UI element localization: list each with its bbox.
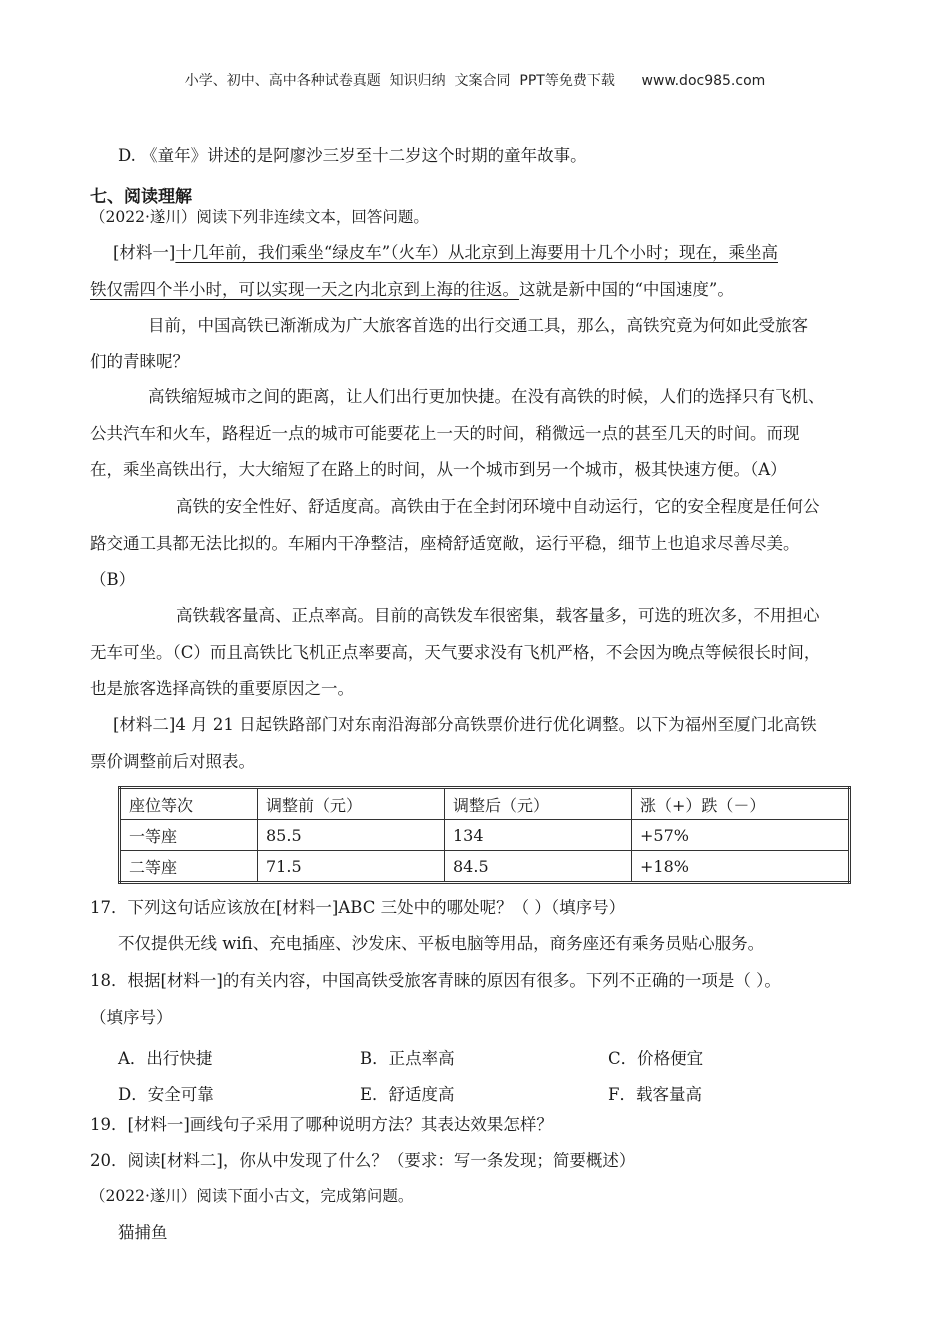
previous-option-d: D. 《童年》讲述的是阿廖沙三岁至十二岁这个时期的童年故事。 xyxy=(118,146,587,165)
paragraph3-line2: 公共汽车和火车，路程近一点的城市可能要花上一天的时间，稍微远一点的甚至几天的时间。而现 xyxy=(90,424,800,443)
table-header-row xyxy=(120,788,850,820)
paragraph3-line3: 在，乘坐高铁出行，大大缩短了在路上的时间，从一个城市到另一个城市，极其快速方便。（A） xyxy=(90,460,787,479)
classical-intro: （2022·遂川）阅读下面小古文，完成第问题。 xyxy=(90,1187,414,1205)
option-c: C．价格便宜 xyxy=(608,1049,704,1068)
table-cell: +18% xyxy=(632,851,850,883)
question-17: 17．下列这句话应该放在[材料一]ABC 三处中的哪处呢？（ ）（填序号） xyxy=(90,898,626,917)
paragraph5-line2: 无车可坐。（C）而且高铁比飞机正点率要高，天气要求没有飞机严格，不会因为晚点等候很长时间， xyxy=(90,643,821,662)
question-18-note: （填序号） xyxy=(90,1008,173,1027)
option-e: E．舒适度高 xyxy=(360,1085,455,1104)
option-b: B．正点率高 xyxy=(360,1049,455,1068)
paragraph2-line2: 们的青睐呢？ xyxy=(90,352,189,371)
question-20: 20．阅读[材料二]，你从中发现了什么？（要求：写一条发现；简要概述） xyxy=(90,1151,636,1170)
question-17-sentence: 不仅提供无线 wifi、充电插座、沙发床、平板电脑等用品，商务座还有乘务员贴心服务。 xyxy=(118,934,765,953)
table-cell: 134 xyxy=(445,820,632,851)
material2-line2: 票价调整前后对照表。 xyxy=(90,752,255,771)
material1-line2-tail: 这就是新中国的“中国速度”。 xyxy=(519,280,734,299)
paragraph4-line1: 高铁的安全性好、舒适度高。高铁由于在全封闭环境中自动运行，它的安全程度是任何公 xyxy=(176,497,820,516)
table-cell: 一等座 xyxy=(120,820,258,851)
material1-line1 xyxy=(113,245,778,262)
table-cell: 71.5 xyxy=(258,851,445,883)
table-cell: 二等座 xyxy=(120,851,258,883)
question-18: 18．根据[材料一]的有关内容，中国高铁受旅客青睐的原因有很多。下列不正确的一项是（ ）。 xyxy=(90,971,781,990)
table-cell: 85.5 xyxy=(258,820,445,851)
option-a: A．出行快捷 xyxy=(118,1049,213,1068)
table-cell: 84.5 xyxy=(445,851,632,883)
paragraph3-line1: 高铁缩短城市之间的距离，让人们出行更加快捷。在没有高铁的时候，人们的选择只有飞机、 xyxy=(148,387,825,406)
table-row xyxy=(120,820,850,851)
underlined-sentence-part1: 十几年前，我们乘坐“绿皮车”（火车）从北京到上海要用十几个小时；现在，乘坐高 xyxy=(175,243,778,262)
table-header-cell: 座位等次 xyxy=(120,788,258,820)
table-row xyxy=(120,851,850,883)
paragraph4-line2: 路交通工具都无法比拟的。车厢内干净整洁，座椅舒适宽敞，运行平稳，细节上也追求尽善尽美。 xyxy=(90,534,800,553)
passage-title: 猫捕鱼 xyxy=(118,1223,168,1242)
paragraph5-line3: 也是旅客选择高铁的重要原因之一。 xyxy=(90,679,354,698)
ticket-price-table xyxy=(118,786,851,884)
option-d: D．安全可靠 xyxy=(118,1085,214,1104)
material2-line1: [材料二]4 月 21 日起铁路部门对东南沿海部分高铁票价进行优化调整。以下为福州至厦门北高铁 xyxy=(113,715,817,734)
table-header-cell: 调整前（元） xyxy=(258,788,445,820)
table-cell: +57% xyxy=(632,820,850,851)
paragraph5-line1: 高铁载客量高、正点率高。目前的高铁发车很密集，载客量多，可选的班次多，不用担心 xyxy=(176,606,820,625)
option-f: F．载客量高 xyxy=(608,1085,702,1104)
material1-line2 xyxy=(90,282,734,299)
page-header: 小学、初中、高中各种试卷真题 知识归纳 文案合同 PPT等免费下载 www.doc985.com xyxy=(184,73,766,89)
table-header-cell: 涨（+）跌（－） xyxy=(632,788,850,820)
reading-intro: （2022·遂川）阅读下列非连续文本，回答问题。 xyxy=(90,208,429,226)
paragraph2-line1: 目前，中国高铁已渐渐成为广大旅客首选的出行交通工具，那么，高铁究竟为何如此受旅客 xyxy=(148,316,808,335)
section-title: 七、阅读理解 xyxy=(90,187,192,207)
underlined-sentence-part2: 铁仅需四个半小时，可以实现一天之内北京到上海的往返。 xyxy=(90,280,519,299)
material1-label: [材料一] xyxy=(113,243,176,262)
table-header-cell: 调整后（元） xyxy=(445,788,632,820)
paragraph4-line3: （B） xyxy=(90,570,136,589)
question-19: 19．[材料一]画线句子采用了哪种说明方法？其表达效果怎样？ xyxy=(90,1115,553,1134)
